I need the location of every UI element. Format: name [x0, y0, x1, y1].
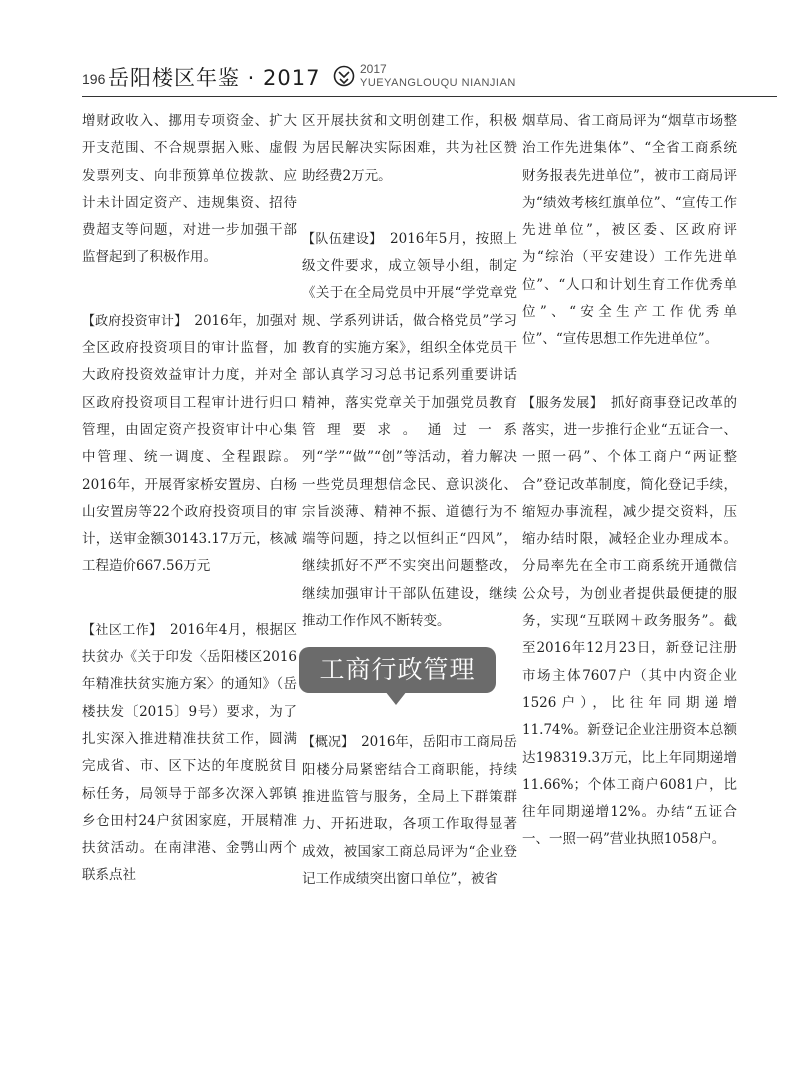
paragraph: 区开展扶贫和文明创建工作，积极为居民解决实际困难，共为社区赞助经费2万元。 [302, 113, 517, 184]
section-keyword: 【服务发展】 [522, 395, 597, 411]
section-text: 2016年5月，按照上级文件要求，成立领导小组，制定《关于在全局党员中开展“学党章党规、学系列讲话，做合格党员”学习教育的实施方案》，组织全体党员干部认真学习习总书记系列重要讲话精神，落实党章关于加强党员教育管理要求。通过一系列“学”“做”“创”等活动，着力解决一些党员理想信念民、意识淡化、宗旨淡薄、精神不振、道德行为不端等问题，持之以恒纠正“四风”，继续抓好不严不实突出问题整改，继续加强审计干部队伍建设，继续推动工作作风不断转变。 [302, 230, 517, 630]
yearbook-title: 岳阳楼区年鉴 · 2017 [108, 66, 321, 90]
section-government-investment-audit [82, 308, 297, 581]
paragraph: 烟草局、省工商局评为“烟草市场整治工作先进集体”、“全省工商系统财务报表先进单位”，被市工商局评为“绩效考核红旗单位”、“宣传工作先进单位”，被区委、区政府评为“综治（平安建设）工作先进单位”、“人口和计划生育工作优秀单位”、“安全生产工作优秀单位”、“宣传思想工作先进单位”。 [522, 113, 737, 348]
section-text: 2016年，岳阳市工商局岳阳楼分局紧密结合工商职能，持续推进监管与服务，全局上下群策群力、开拓进取，各项工作取得显著成效，被国家工商总局评为“企业登记工作成绩突出窗口单位”，被省 [302, 734, 517, 887]
column-1 [82, 108, 297, 890]
section-team-building [302, 226, 517, 635]
chapter-title: 工商行政管理 [319, 655, 476, 685]
section-community-work [82, 617, 297, 890]
page-header [0, 0, 793, 100]
header-subtitle: YUEYANGLOUQU NIANJIAN [360, 77, 516, 89]
section-keyword: 【政府投资审计】 [82, 313, 181, 329]
section-keyword: 【队伍建设】 [302, 231, 377, 247]
section-keyword: 【概况】 [302, 735, 348, 751]
circle-arrow-down-icon [333, 65, 355, 91]
chapter-banner [299, 647, 499, 703]
section-text: 2016年，加强对全区政府投资项目的审计监督，加大政府投资效益审计力度，并对全区政府投资项目工程审计进行归口管理，由固定资产投资审计中心集中管理、统一调度、全程跟踪。2016年，开展胥家桥安置房、白杨山安置房等22个政府投资项目的审计，送审金额30143.17万元，核减工程造价667.56万元 [82, 312, 297, 575]
paragraph: 增财政收入、挪用专项资金、扩大开支范围、不合规票据入账、虚假发票列支、向非预算单位拨款、应计未计固定资产、违规集资、招待费超支等问题，对进一步加强干部监督起到了积极作用。 [82, 113, 297, 266]
section-text: 抓好商事登记改革的落实，进一步推行企业“五证合一、一照一码”、个体工商户“两证整合”登记改革制度，简化登记手续，缩短办事流程，减少提交资料，压缩办结时限，减轻企业办理成本。分局率先在全市工商系统开通微信公众号，为创业者提供最便捷的服务，实现“互联网＋政务服务”。截至2016年12月23日，新登记注册市场主体7607户（其中内资企业1526户），比往年同期递增11.74%。新登记企业注册资本总额达198319.3万元，比上年同期递增11.66%；个体工商户6081户，比往年同期递增12%。办结“五证合一、一照一码”营业执照1058户。 [522, 394, 738, 848]
header-rule [82, 96, 777, 97]
header-year: 2017 [360, 62, 387, 76]
column-2 [302, 108, 517, 893]
section-overview [302, 729, 517, 893]
section-text: 2016年4月，根据区扶贫办《关于印发〈岳阳楼区2016年精准扶贫实施方案〉的通知》（岳楼扶发〔2015〕9号）要求，为了扎实深入推进精准扶贫工作，圆满完成省、市、区下达的年度脱贫目标任务，局领导于部多次深入郭镇乡仓田村24户贫困家庭，开展精准扶贫活动。在南津港、金鹗山两个联系点社 [82, 621, 297, 884]
column-3 [522, 108, 737, 854]
page-number: 196 [82, 71, 106, 87]
section-service-development [522, 390, 737, 854]
section-keyword: 【社区工作】 [82, 622, 157, 638]
